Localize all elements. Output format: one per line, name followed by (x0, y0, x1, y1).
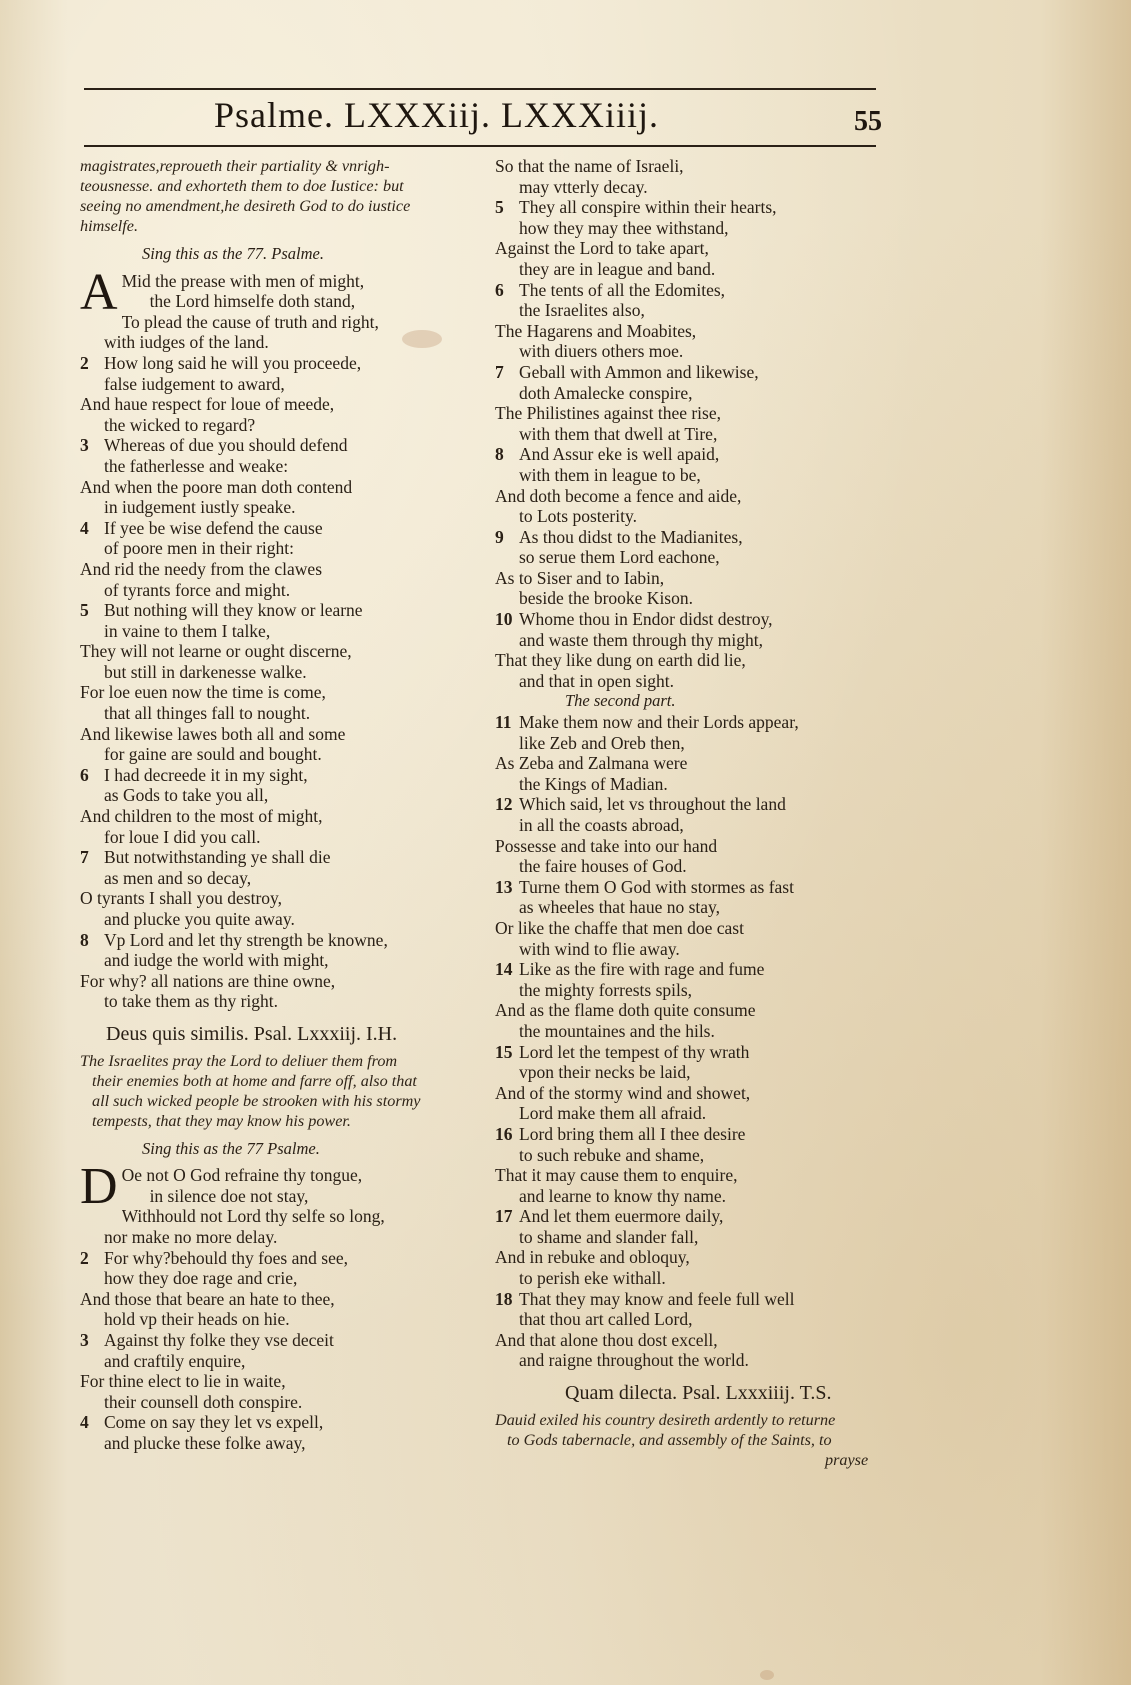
verse-line (80, 353, 475, 374)
verse-text: Which said, let vs throughout the land (519, 794, 786, 815)
verse-text: of poore men in their right: (104, 538, 295, 559)
verse-text: To plead the cause of truth and right, (121, 311, 379, 332)
verse-number: 7 (495, 361, 504, 382)
verse-line (495, 1124, 890, 1145)
verse-text: the mountaines and the hils. (519, 1020, 715, 1041)
verse-number: 9 (495, 526, 504, 547)
verse-number: 12 (495, 794, 513, 815)
verse-text: How long said he will you proceede, (104, 352, 362, 373)
verse-text: O tyrants I shall you destroy, (80, 888, 283, 909)
verse-line (122, 1186, 475, 1207)
verse-line (495, 712, 890, 733)
verse-line (80, 1433, 475, 1454)
verse-line (80, 641, 475, 662)
verse-text: doth Amalecke conspire, (519, 382, 693, 403)
verse-line (495, 959, 890, 980)
verse-text: The Hagarens and Moabites, (495, 320, 697, 341)
verse-line (80, 374, 475, 395)
verse-line (80, 559, 475, 580)
verse-text: And likewise lawes both all and some (80, 723, 346, 744)
verse-line (495, 1309, 890, 1330)
verse-text: I had decreede it in my sight, (104, 764, 308, 785)
verse-text: Make them now and their Lords appear, (519, 712, 799, 733)
verse-text: The Philistines against thee rise, (495, 403, 721, 424)
verse-line (80, 580, 475, 601)
running-header (84, 92, 882, 144)
verse-text: hold vp their heads on hie. (104, 1309, 290, 1330)
verse-text: the fatherlesse and weake: (104, 455, 289, 476)
verse-text: Whome thou in Endor didst destroy, (519, 609, 773, 630)
verse-text: to take them as thy right. (104, 991, 278, 1012)
verse-line (80, 332, 475, 353)
verse-number: 4 (80, 517, 89, 538)
verse-text: that thou art called Lord, (519, 1309, 693, 1330)
verse-number: 3 (80, 1329, 89, 1350)
verse-line (495, 897, 890, 918)
psalm-84-title: Quam dilecta. Psal. Lxxxiiij. T.S. (565, 1383, 832, 1404)
verse-text: how they doe rage and crie, (104, 1268, 298, 1289)
verse-line (495, 568, 890, 589)
verse-line (80, 744, 475, 765)
verse-line (122, 312, 475, 333)
verse-line (495, 177, 890, 198)
drop-cap: D (80, 1158, 118, 1216)
verse-number: 14 (495, 959, 513, 980)
verse-text: as men and so decay, (104, 867, 252, 888)
verse-line (80, 662, 475, 683)
verse-text: to perish eke withall. (519, 1268, 666, 1289)
verse-line (495, 877, 890, 898)
verse-text: to shame and slander fall, (519, 1226, 699, 1247)
verse-line (80, 703, 475, 724)
verse-line (495, 444, 890, 465)
running-title: Psalme. LXXXiij. LXXXiiij. (214, 95, 659, 135)
psalm-83-argument (80, 1051, 475, 1131)
verse-text: and that in open sight. (519, 670, 675, 691)
verse-text: As to Siser and to Iabin, (495, 567, 665, 588)
verse-number: 7 (80, 847, 89, 868)
verse-text: how they may thee withstand, (519, 217, 729, 238)
verse-text: and learne to know thy name. (519, 1185, 727, 1206)
verse-text: That they may know and feele full well (519, 1288, 795, 1309)
verse-number: 15 (495, 1041, 513, 1062)
verse-text: so serue them Lord eachone, (519, 547, 720, 568)
verse-line (495, 650, 890, 671)
argument-line: to Gods tabernacle, and assembly of the Saints, to (507, 1430, 832, 1449)
verse-text: Come on say they let vs expell, (104, 1412, 324, 1433)
verse-text: and iudge the world with might, (104, 950, 329, 971)
verse-text: And let them euermore daily, (519, 1206, 724, 1227)
verse-text: and plucke you quite away. (104, 909, 295, 929)
verse-line (122, 271, 475, 292)
verse-line (122, 1206, 475, 1227)
verse-line (495, 815, 890, 836)
verse-text: And when the poore man doth contend (80, 476, 353, 497)
psalm-83-continued (495, 156, 890, 691)
verse-line (80, 1330, 475, 1351)
verse-text: for loue I did you call. (104, 826, 261, 847)
verse-line (495, 527, 890, 548)
verse-line (495, 1042, 890, 1063)
verse-line (80, 950, 475, 971)
verse-text: the wicked to regard? (104, 414, 256, 435)
verse-line (495, 1350, 890, 1371)
verse-line (495, 1227, 890, 1248)
verse-text: in all the coasts abroad, (519, 815, 684, 835)
verse-line (80, 477, 475, 498)
verse-line (495, 856, 890, 877)
verse-text: The tents of all the Edomites, (519, 279, 726, 300)
verse-line (495, 733, 890, 754)
verse-line (495, 671, 890, 692)
verse-text: and waste them through thy might, (519, 629, 763, 650)
verse-number: 17 (495, 1206, 513, 1227)
verse-text: That they like dung on earth did lie, (495, 650, 746, 671)
verse-text: to such rebuke and shame, (519, 1144, 705, 1165)
verse-line (495, 1330, 890, 1351)
right-column (495, 156, 890, 1470)
verse-line (495, 341, 890, 362)
verse-line (495, 1165, 890, 1186)
drop-cap: A (80, 263, 118, 321)
verse-line (495, 197, 890, 218)
verse-text: in vaine to them I talke, (104, 620, 271, 641)
verse-line (80, 1412, 475, 1433)
verse-text: For loe euen now the time is come, (80, 682, 326, 703)
verse-text: Against thy folke they vse deceit (104, 1329, 334, 1350)
verse-text: And Assur eke is well apaid, (519, 444, 720, 465)
verse-line (495, 1000, 890, 1021)
verse-text: And in rebuke and obloquy, (495, 1247, 690, 1268)
verse-line (80, 1268, 475, 1289)
verse-text: And that alone thou dost excell, (495, 1329, 718, 1350)
verse-line (495, 238, 890, 259)
verse-text: beside the brooke Kison. (519, 588, 693, 609)
verse-line (495, 547, 890, 568)
verse-text: the Lord himselfe doth stand, (149, 291, 356, 312)
verse-text: in silence doe not stay, (149, 1185, 309, 1206)
page-number: 55 (854, 106, 882, 137)
verse-line (80, 1371, 475, 1392)
verse-line (495, 1268, 890, 1289)
verse-line (80, 991, 475, 1012)
verse-text: For why?behould thy foes and see, (104, 1247, 348, 1268)
verse-line (495, 383, 890, 404)
verse-text: Withhould not Lord thy selfe so long, (121, 1206, 385, 1227)
verse-line (495, 156, 890, 177)
verse-text: with them in league to be, (519, 464, 701, 485)
argument-line: tempests, that they may know his power. (92, 1111, 351, 1130)
verse-number: 5 (495, 197, 504, 218)
verse-number: 6 (80, 764, 89, 785)
psalm-83-title: Deus quis similis. Psal. Lxxxiij. I.H. (106, 1023, 398, 1045)
verse-text: That it may cause them to enquire, (495, 1165, 738, 1186)
verse-text: They all conspire within their hearts, (519, 197, 777, 218)
verse-number: 4 (80, 1412, 89, 1433)
verse-text: Like as the fire with rage and fume (519, 959, 765, 980)
verse-text: And of the stormy wind and showet, (495, 1082, 751, 1103)
argument-line: himselfe. (80, 217, 138, 235)
verse-text: And those that beare an hate to thee, (80, 1288, 335, 1309)
verse-text: They will not learne or ought discerne, (80, 641, 352, 662)
verse-text: Turne them O God with stormes as fast (519, 876, 794, 897)
verse-number: 6 (495, 279, 504, 300)
verse-number: 2 (80, 1247, 89, 1268)
verse-text: nor make no more delay. (104, 1226, 278, 1247)
verse-line (495, 980, 890, 1001)
verse-line (495, 836, 890, 857)
psalm-82-text (80, 263, 475, 1012)
verse-line (80, 538, 475, 559)
verse-text: vpon their necks be laid, (519, 1062, 691, 1083)
verse-text: with iudges of the land. (104, 332, 269, 353)
argument-line: teousnesse. and exhorteth them to doe Iustice: but (80, 177, 404, 195)
verse-text: to Lots posterity. (519, 506, 637, 527)
psalm-84-argument (495, 1410, 890, 1470)
verse-line (495, 280, 890, 301)
verse-line (495, 403, 890, 424)
verse-number: 18 (495, 1288, 513, 1309)
verse-text: So that the name of Israeli, (495, 156, 684, 176)
verse-line (495, 588, 890, 609)
verse-line (80, 847, 475, 868)
verse-text: as wheeles that haue no stay, (519, 897, 721, 918)
verse-text: the Israelites also, (519, 300, 645, 321)
verse-text: with wind to flie away. (519, 938, 680, 959)
verse-text: Mid the prease with men of might, (121, 270, 365, 291)
tune-direction: Sing this as the 77 Psalme. (142, 1138, 320, 1158)
verse-line (495, 321, 890, 342)
verse-line (80, 394, 475, 415)
verse-line (495, 1145, 890, 1166)
verse-text: and plucke these folke away, (104, 1432, 306, 1453)
verse-text: For thine elect to lie in waite, (80, 1371, 286, 1392)
verse-line (80, 806, 475, 827)
verse-line (495, 918, 890, 939)
verse-line (80, 724, 475, 745)
verse-line (80, 1351, 475, 1372)
left-column (80, 156, 475, 1453)
verse-text: with them that dwell at Tire, (519, 423, 718, 444)
verse-text: Or like the chaffe that men doe cast (495, 917, 744, 938)
verse-text: Lord let the tempest of thy wrath (519, 1041, 750, 1062)
verse-text: For why? all nations are thine owne, (80, 970, 336, 991)
tune-direction: Sing this as the 77. Psalme. (142, 244, 324, 263)
verse-number: 2 (80, 352, 89, 373)
verse-line (80, 682, 475, 703)
verse-line (495, 794, 890, 815)
verse-line (80, 971, 475, 992)
verse-text: If yee be wise defend the cause (104, 517, 323, 538)
verse-text: may vtterly decay. (519, 176, 648, 197)
verse-line (495, 1062, 890, 1083)
verse-text: But nothing will they know or learne (104, 600, 363, 621)
verse-line (122, 1165, 475, 1186)
verse-line (495, 465, 890, 486)
verse-line (495, 300, 890, 321)
argument-line: Dauid exiled his country desireth ardently to returne (495, 1410, 836, 1429)
verse-text: in iudgement iustly speake. (104, 497, 296, 518)
verse-line (495, 1103, 890, 1124)
verse-text: the faire houses of God. (519, 856, 687, 877)
verse-line (80, 456, 475, 477)
verse-text: false iudgement to award, (104, 373, 285, 394)
verse-text: and raigne throughout the world. (519, 1350, 749, 1371)
verse-text: the Kings of Madian. (519, 773, 668, 794)
verse-line (80, 518, 475, 539)
verse-text: with diuers others moe. (519, 341, 684, 362)
verse-text: As Zeba and Zalmana were (495, 753, 688, 774)
verse-number: 13 (495, 876, 513, 897)
verse-text: of tyrants force and might. (104, 579, 291, 600)
verse-text: And doth become a fence and aide, (495, 485, 742, 506)
verse-number: 16 (495, 1123, 513, 1144)
verse-line (80, 785, 475, 806)
psalm-83-second-part (495, 712, 890, 1371)
verse-line (495, 1289, 890, 1310)
verse-number: 3 (80, 435, 89, 456)
verse-line (495, 259, 890, 280)
psalm-82-argument (80, 156, 475, 236)
verse-line (80, 497, 475, 518)
verse-text: But notwithstanding ye shall die (104, 847, 331, 868)
verse-line (80, 765, 475, 786)
verse-text: Whereas of due you should defend (104, 435, 348, 456)
verse-text: And children to the most of might, (80, 806, 323, 827)
verse-line (80, 868, 475, 889)
verse-line (80, 888, 475, 909)
verse-line (495, 1021, 890, 1042)
verse-line (122, 291, 475, 312)
argument-line: magistrates,reproueth their partiality & vnrigh- (80, 157, 390, 175)
verse-text: the mighty forrests spils, (519, 979, 693, 1000)
verse-line (80, 1309, 475, 1330)
verse-number: 8 (80, 929, 89, 950)
verse-number: 10 (495, 609, 513, 630)
verse-text: Vp Lord and let thy strength be knowne, (104, 929, 388, 950)
psalm-83-text (80, 1158, 475, 1453)
header-rule-top (84, 88, 876, 90)
verse-text: And rid the needy from the clawes (80, 558, 323, 579)
verse-line (495, 939, 890, 960)
verse-line (495, 609, 890, 630)
verse-line (495, 218, 890, 239)
verse-line (495, 1186, 890, 1207)
verse-line (80, 415, 475, 436)
verse-text: Against the Lord to take apart, (495, 238, 709, 259)
verse-line (80, 827, 475, 848)
verse-line (80, 600, 475, 621)
section-heading: The second part. (565, 691, 676, 711)
verse-line (80, 1289, 475, 1310)
verse-line (495, 506, 890, 527)
verse-line (495, 1083, 890, 1104)
verse-text: like Zeb and Oreb then, (519, 732, 685, 753)
verse-text: and craftily enquire, (104, 1350, 246, 1371)
verse-line (495, 630, 890, 651)
verse-line (80, 909, 475, 930)
verse-text: And as the flame doth quite consume (495, 1000, 756, 1021)
verse-number: 11 (495, 712, 512, 733)
verse-text: but still in darkenesse walke. (104, 661, 307, 682)
verse-line (495, 753, 890, 774)
argument-line: their enemies both at home and farre off, also that (92, 1071, 417, 1090)
verse-line (495, 362, 890, 383)
verse-number: 8 (495, 444, 504, 465)
verse-line (80, 1248, 475, 1269)
verse-line (80, 1392, 475, 1413)
verse-line (80, 930, 475, 951)
verse-text: Lord make them all afraid. (519, 1103, 707, 1124)
verse-text: for gaine are sould and bought. (104, 744, 322, 765)
verse-line (80, 621, 475, 642)
argument-line: all such wicked people be strooken with his stormy (92, 1091, 421, 1110)
stain-mark (760, 1670, 774, 1680)
verse-line (495, 424, 890, 445)
verse-text: that all thinges fall to nought. (104, 703, 311, 724)
verse-number: 5 (80, 600, 89, 621)
verse-line (495, 1206, 890, 1227)
header-rule-bottom (84, 145, 876, 147)
verse-text: Geball with Ammon and likewise, (519, 361, 759, 382)
verse-line (80, 1227, 475, 1248)
verse-text: And haue respect for loue of meede, (80, 394, 335, 415)
verse-text: as Gods to take you all, (104, 785, 269, 806)
argument-line: The Israelites pray the Lord to deliuer them from (80, 1051, 398, 1070)
verse-line (495, 774, 890, 795)
verse-text: As thou didst to the Madianites, (519, 526, 743, 547)
verse-text: their counsell doth conspire. (104, 1391, 303, 1412)
verse-text: Lord bring them all I thee desire (519, 1123, 746, 1144)
verse-line (495, 486, 890, 507)
verse-line (80, 435, 475, 456)
argument-line: prayse (825, 1450, 869, 1469)
verse-text: Possesse and take into our hand (495, 835, 718, 856)
verse-text: they are in league and band. (519, 258, 716, 279)
argument-line: seeing no amendment,he desireth God to do iustice (80, 197, 411, 215)
verse-line (495, 1247, 890, 1268)
verse-text: Oe not O God refraine thy tongue, (121, 1165, 363, 1186)
